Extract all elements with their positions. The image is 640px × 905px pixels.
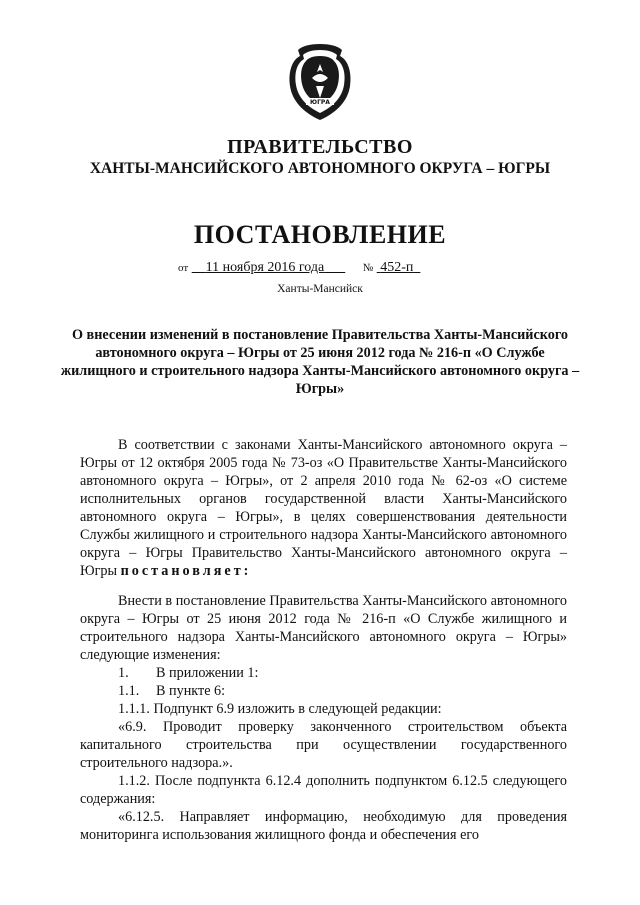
list-item-1-1: 1.1. В пункте 6: bbox=[118, 683, 226, 699]
list-item-1-1-1: 1.1.1. Подпункт 6.9 изложить в следующей редакции: bbox=[118, 701, 442, 717]
document-type-heading: ПОСТАНОВЛЕНИЕ bbox=[193, 220, 447, 249]
date-prefix: от bbox=[178, 262, 189, 274]
preamble-paragraph: В соответствии с законами Ханты-Мансийского автономного округа – Югры от 12 октября 2005 года № 73-оз «О Правительстве Ханты-Мансийского автономного округа – Югры», от 2 апреля 2010 года № 62-оз «О системе исполнительных органов государственной власти Ханты-Мансийского автономного округа – Югры», в целях совершенствования деятельности Службы жилищного и строительного надзора Ханты-Мансийского автономного округа – Югры Правительство Ханты-Мансийского автономного округа – Югры постановляет: bbox=[80, 437, 567, 579]
coat-of-arms-emblem bbox=[282, 42, 358, 122]
svg-text:ЮГРА: ЮГРА bbox=[310, 99, 330, 106]
number-prefix: № bbox=[362, 262, 374, 274]
city-label: Ханты-Мансийск bbox=[277, 283, 363, 295]
quoted-clause-6-12-5: «6.12.5. Направляет информацию, необходимую для проведения мониторинга использования жилищного фонда и обеспечения его bbox=[80, 809, 567, 843]
amend-paragraph: Внести в постановление Правительства Ханты-Мансийского автономного округа – Югры от 25 июня 2012 года № 216-п «О Службе жилищного и строительного надзора Ханты-Мансийского автономного округа – Югры» следующие изменения: bbox=[80, 593, 567, 663]
government-heading: ПРАВИТЕЛЬСТВО bbox=[227, 136, 413, 158]
list-item-1-1-2: 1.1.2. После подпункта 6.12.4 дополнить подпунктом 6.12.5 следующего содержания: bbox=[80, 773, 567, 807]
resolves-verb: постановляет: bbox=[120, 563, 252, 579]
quoted-clause-6-9: «6.9. Проводит проверку законченного строительством объекта капитального строительства при осуществлении государственного строительного надзора.». bbox=[80, 719, 567, 771]
document-title: О внесении изменений в постановление Правительства Ханты-Мансийского автономного округа – Югры от 25 июня 2012 года № 216-п «О Службе жилищного и строительного надзора Ханты-Мансийского автономного округа – Югры» bbox=[60, 327, 580, 397]
document-body bbox=[80, 436, 567, 844]
document-number: 452-п bbox=[380, 260, 414, 275]
region-heading: ХАНТЫ-МАНСИЙСКОГО АВТОНОМНОГО ОКРУГА – ЮГРЫ bbox=[89, 160, 551, 177]
document-date: 11 ноября 2016 года bbox=[205, 260, 325, 275]
date-number-line bbox=[178, 260, 420, 276]
list-item-1: 1. В приложении 1: bbox=[118, 665, 259, 681]
